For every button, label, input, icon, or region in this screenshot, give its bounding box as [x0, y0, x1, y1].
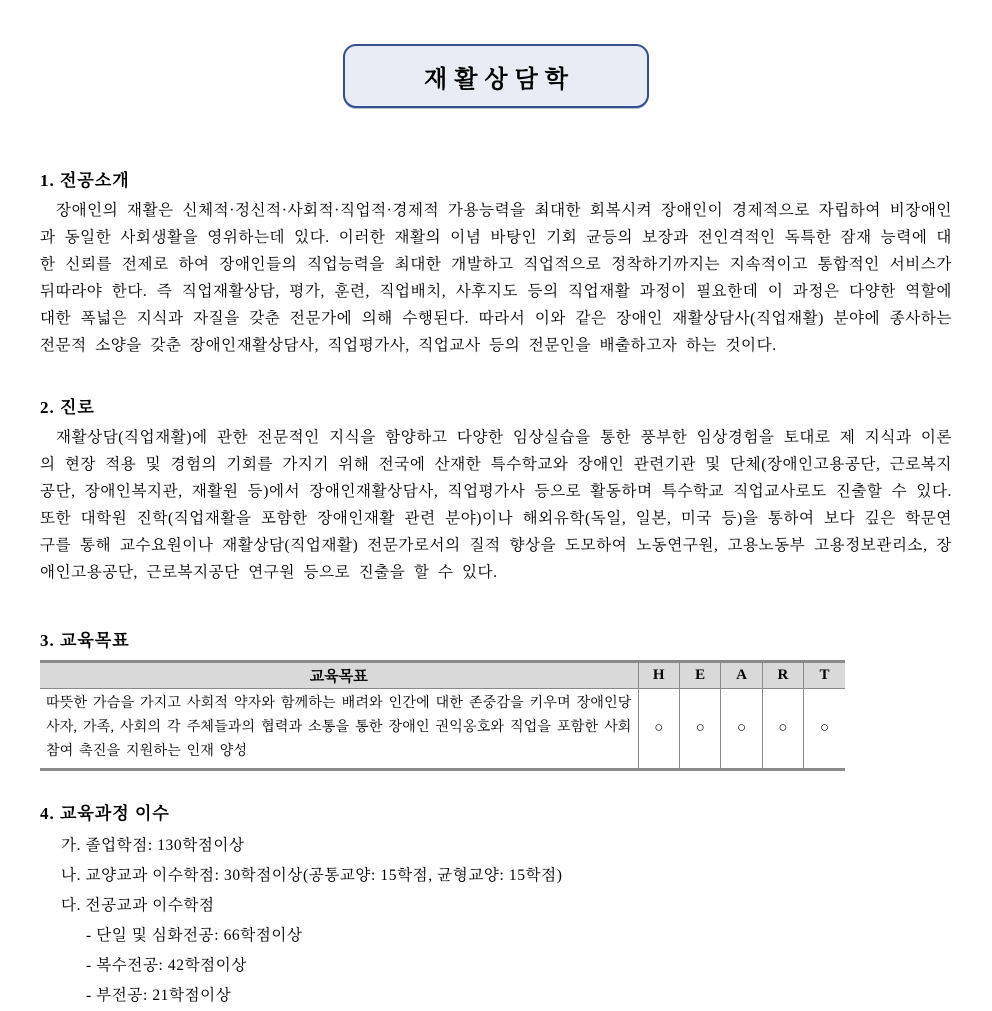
goals-table-header-t: T	[804, 662, 845, 689]
circle-mark-r: ○	[762, 689, 803, 770]
section-education-goals	[40, 626, 952, 771]
goal-statement-cell: 따뜻한 가슴을 가지고 사회적 약자와 함께하는 배려와 인간에 대한 존중감을 키우며 장애인당사자, 가족, 사회의 각 주체들과의 협력과 소통을 통한 장애인 권익옹호와 직업을 포함한 사회참여 촉진을 지원하는 인재 양성	[40, 689, 638, 770]
goals-table-header-r: R	[762, 662, 803, 689]
curriculum-item-single-intensive-major: - 단일 및 심화전공: 66학점이상	[86, 927, 303, 944]
major-intro-paragraph: 장애인의 재활은 신체적·정신적·사회적·직업적·경제적 가용능력을 최대한 회복시켜 장애인이 경제적으로 자립하여 비장애인과 동일한 사회생활을 영위하는데 있다. 이러한 재활의 이념 바탕인 기회 균등의 보장과 전인격적인 독특한 잠재 능력에 대한 신뢰를 전제로 하여 장애인들의 직업능력을 최대한 개발하고 직업적으로 정착하기까지는 지속적이고 통합적인 서비스가 뒤따라야 한다. 즉 직업재활상담, 평가, 훈련, 직업배치, 사후지도 등의 직업재활 과정이 필요한데 이 과정은 다양한 역할에 대한 폭넓은 지식과 자질을 갖춘 전문가에 의해 수행된다. 따라서 이와 같은 장애인 재활상담사(직업재활) 분야에 종사하는 전문적 소양을 갖춘 장애인재활상담사, 직업평가사, 직업교사 등의 전문인을 배출하고자 하는 것이다.	[40, 202, 952, 354]
curriculum-item-minor: - 부전공: 21학점이상	[86, 987, 232, 1004]
goals-table-header-goal: 교육목표	[40, 662, 638, 689]
section-career	[40, 393, 952, 586]
section-major-intro	[40, 166, 952, 359]
curriculum-item-double-major: - 복수전공: 42학점이상	[86, 957, 247, 974]
document-title: 재활상담학	[424, 67, 575, 93]
circle-mark-a: ○	[721, 689, 762, 770]
section-heading-major-intro: 1. 전공소개	[40, 171, 130, 190]
curriculum-list	[40, 831, 952, 1011]
goals-table-row	[40, 689, 845, 770]
section-heading-career: 2. 진로	[40, 398, 95, 417]
education-goals-table	[40, 660, 845, 771]
circle-mark-h: ○	[638, 689, 679, 770]
curriculum-item-general-education-credits: 나. 교양교과 이수학점: 30학점이상(공통교양: 15학점, 균형교양: 15학점)	[61, 867, 563, 884]
goals-table-header-h: H	[638, 662, 679, 689]
curriculum-item-major-credits: 다. 전공교과 이수학점	[61, 897, 215, 914]
career-paragraph: 재활상담(직업재활)에 관한 전문적인 지식을 함양하고 다양한 임상실습을 통한 풍부한 임상경험을 토대로 제 지식과 이론의 현장 적용 및 경험의 기회를 가지기 위해 전국에 산재한 특수학교와 장애인 관련기관 및 단체(장애인고용공단, 근로복지공단, 장애인복지관, 재활원 등)에서 장애인재활상담사, 직업평가사 등으로 활동하며 특수학교 직업교사로도 진출할 수 있다. 또한 대학원 진학(직업재활을 포함한 장애인재활 관련 분야)이나 해외유학(독일, 일본, 미국 등)을 통하여 보다 깊은 학문연구를 통해 교수요원이나 재활상담(직업재활) 전문가로서의 질적 향상을 도모하여 노동연구원, 고용노동부 고용정보관리소, 장애인고용공단, 근로복지공단 연구원 등으로 진출을 할 수 있다.	[40, 429, 952, 581]
goals-table-header-a: A	[721, 662, 762, 689]
curriculum-item-graduation-credits: 가. 졸업학점: 130학점이상	[61, 837, 245, 854]
section-curriculum	[40, 799, 952, 1011]
circle-mark-t: ○	[804, 689, 845, 770]
goals-table-header-e: E	[679, 662, 720, 689]
goals-table-header-row	[40, 662, 845, 689]
document-title-box	[343, 44, 649, 108]
section-heading-education-goals: 3. 교육목표	[40, 631, 130, 650]
section-heading-curriculum: 4. 교육과정 이수	[40, 804, 170, 823]
circle-mark-e: ○	[679, 689, 720, 770]
